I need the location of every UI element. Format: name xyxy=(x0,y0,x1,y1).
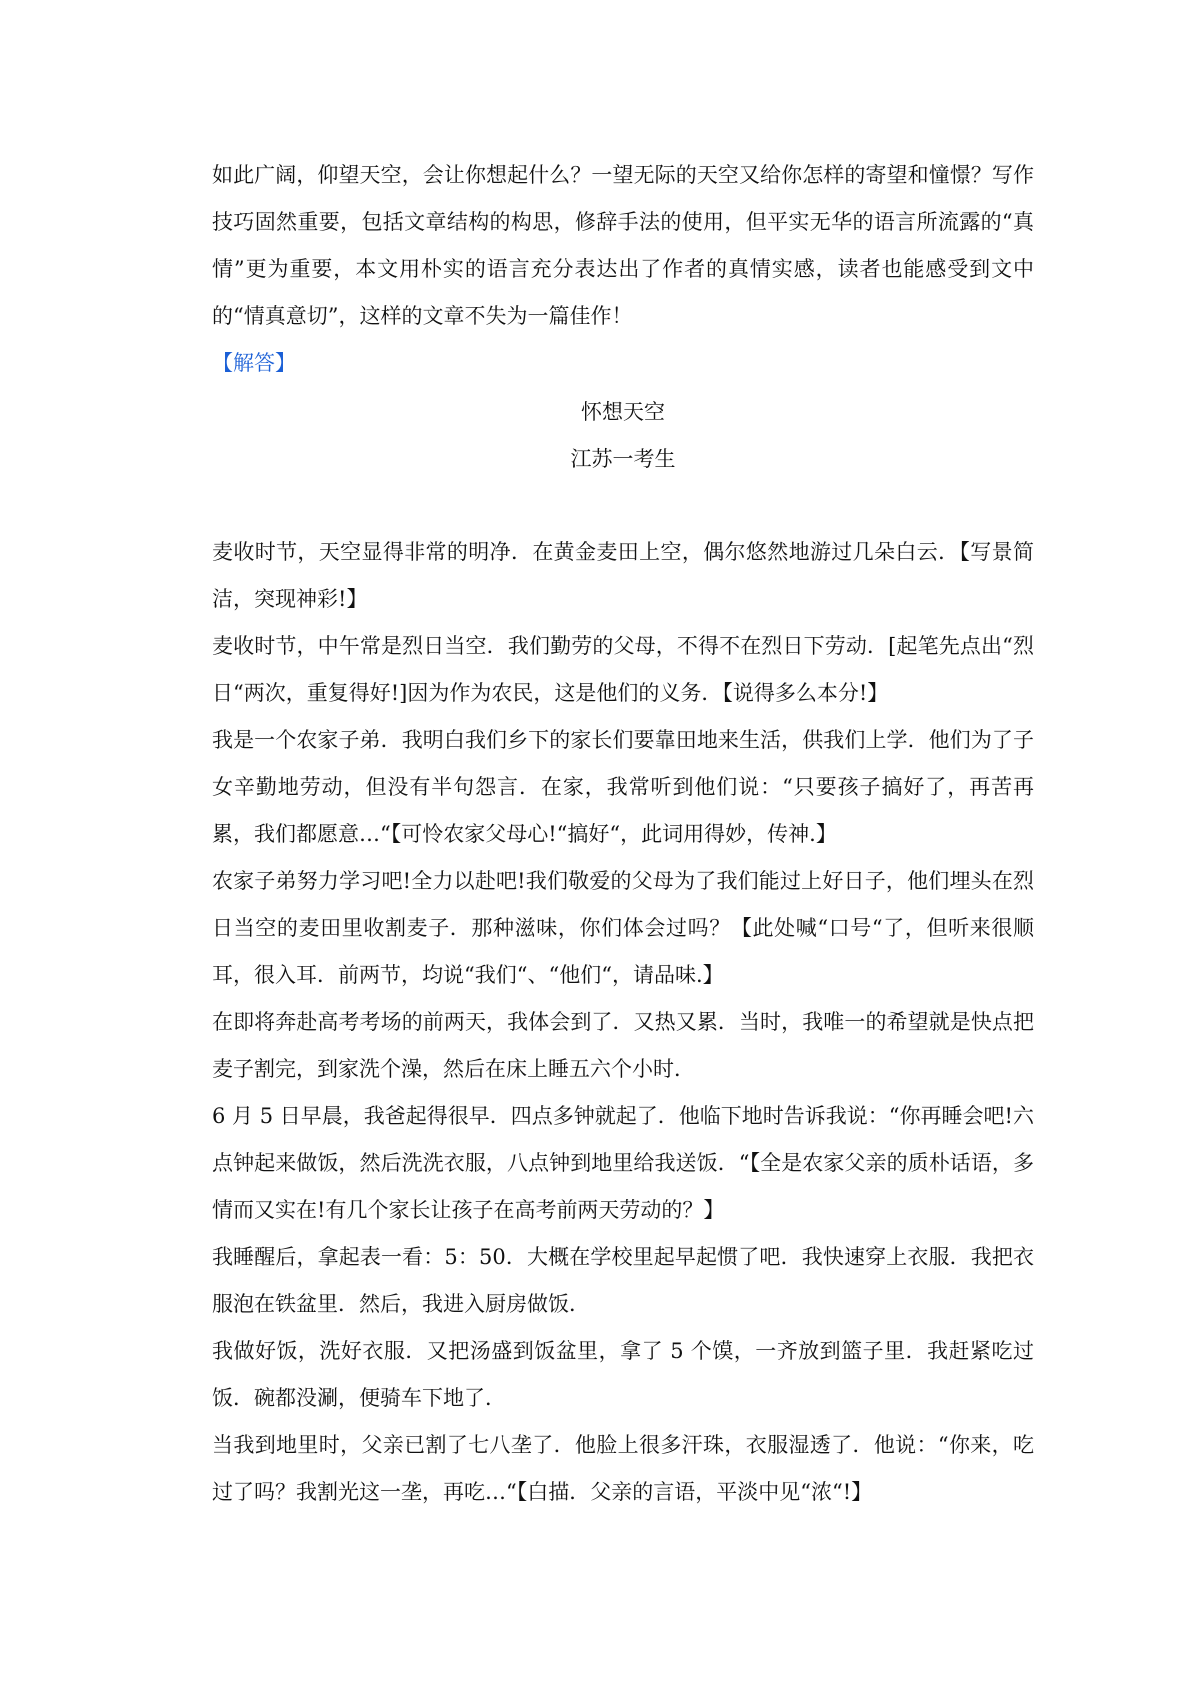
essay-author: 江苏一考生 xyxy=(570,447,676,471)
essay-paragraph-1: 麦收时节，天空显得非常的明净．在黄金麦田上空，偶尔悠然地游过几朵白云．【写景简洁，突现神彩!】 xyxy=(212,540,1034,611)
essay-title: 怀想天空 xyxy=(581,400,665,424)
intro-paragraph: 如此广阔，仰望天空，会让你想起什么？一望无际的天空又给你怎样的寄望和憧憬？写作技巧固然重要，包括文章结构的构思，修辞手法的使用，但平实无华的语言所流露的“真情”更为重要，本文用朴实的语言充分表达出了作者的真情实感，读者也能感受到文中的“情真意切”，这样的文章不失为一篇佳作！ xyxy=(212,163,1034,328)
essay-paragraph-6: 6 月 5 日早晨，我爸起得很早．四点多钟就起了．他临下地时告诉我说：“你再睡会吧!六点钟起来做饭，然后洗洗衣服，八点钟到地里给我送饭．“【全是农家父亲的质朴话语，多情而又实在!有几个家长让孩子在高考前两天劳动的？】 xyxy=(212,1104,1034,1222)
page-content xyxy=(212,152,1034,1516)
essay-paragraph-9: 当我到地里时，父亲已割了七八垄了．他脸上很多汗珠，衣服湿透了．他说：“你来，吃过了吗？我割光这一垄，再吃…“【白描．父亲的言语，平淡中见“浓“!】 xyxy=(212,1433,1034,1504)
answer-label: 【解答】 xyxy=(212,351,296,375)
essay-paragraph-8: 我做好饭，洗好衣服．又把汤盛到饭盆里，拿了 5 个馍，一齐放到篮子里．我赶紧吃过饭．碗都没涮，便骑车下地了． xyxy=(212,1339,1034,1410)
essay-paragraph-5: 在即将奔赴高考考场的前两天，我体会到了．又热又累．当时，我唯一的希望就是快点把麦子割完，到家洗个澡，然后在床上睡五六个小时． xyxy=(212,1010,1034,1081)
essay-paragraph-4: 农家子弟努力学习吧!全力以赴吧!我们敬爱的父母为了我们能过上好日子，他们埋头在烈日当空的麦田里收割麦子．那种滋味，你们体会过吗？【此处喊“口号“了，但听来很顺耳，很入耳．前两节，均说“我们“、“他们“，请品味.】 xyxy=(212,869,1034,987)
essay-paragraph-2: 麦收时节，中午常是烈日当空．我们勤劳的父母，不得不在烈日下劳动．[起笔先点出“烈日“两次，重复得好!]因为作为农民，这是他们的义务．【说得多么本分!】 xyxy=(212,634,1034,705)
essay-paragraph-7: 我睡醒后，拿起表一看：5：50．大概在学校里起早起惯了吧．我快速穿上衣服．我把衣服泡在铁盆里．然后，我进入厨房做饭． xyxy=(212,1245,1034,1316)
essay-paragraph-3: 我是一个农家子弟．我明白我们乡下的家长们要靠田地来生活，供我们上学．他们为了子女辛勤地劳动，但没有半句怨言．在家，我常听到他们说：“只要孩子搞好了，再苦再累，我们都愿意…“【可怜农家父母心!“搞好“，此词用得妙，传神.】 xyxy=(212,728,1034,846)
